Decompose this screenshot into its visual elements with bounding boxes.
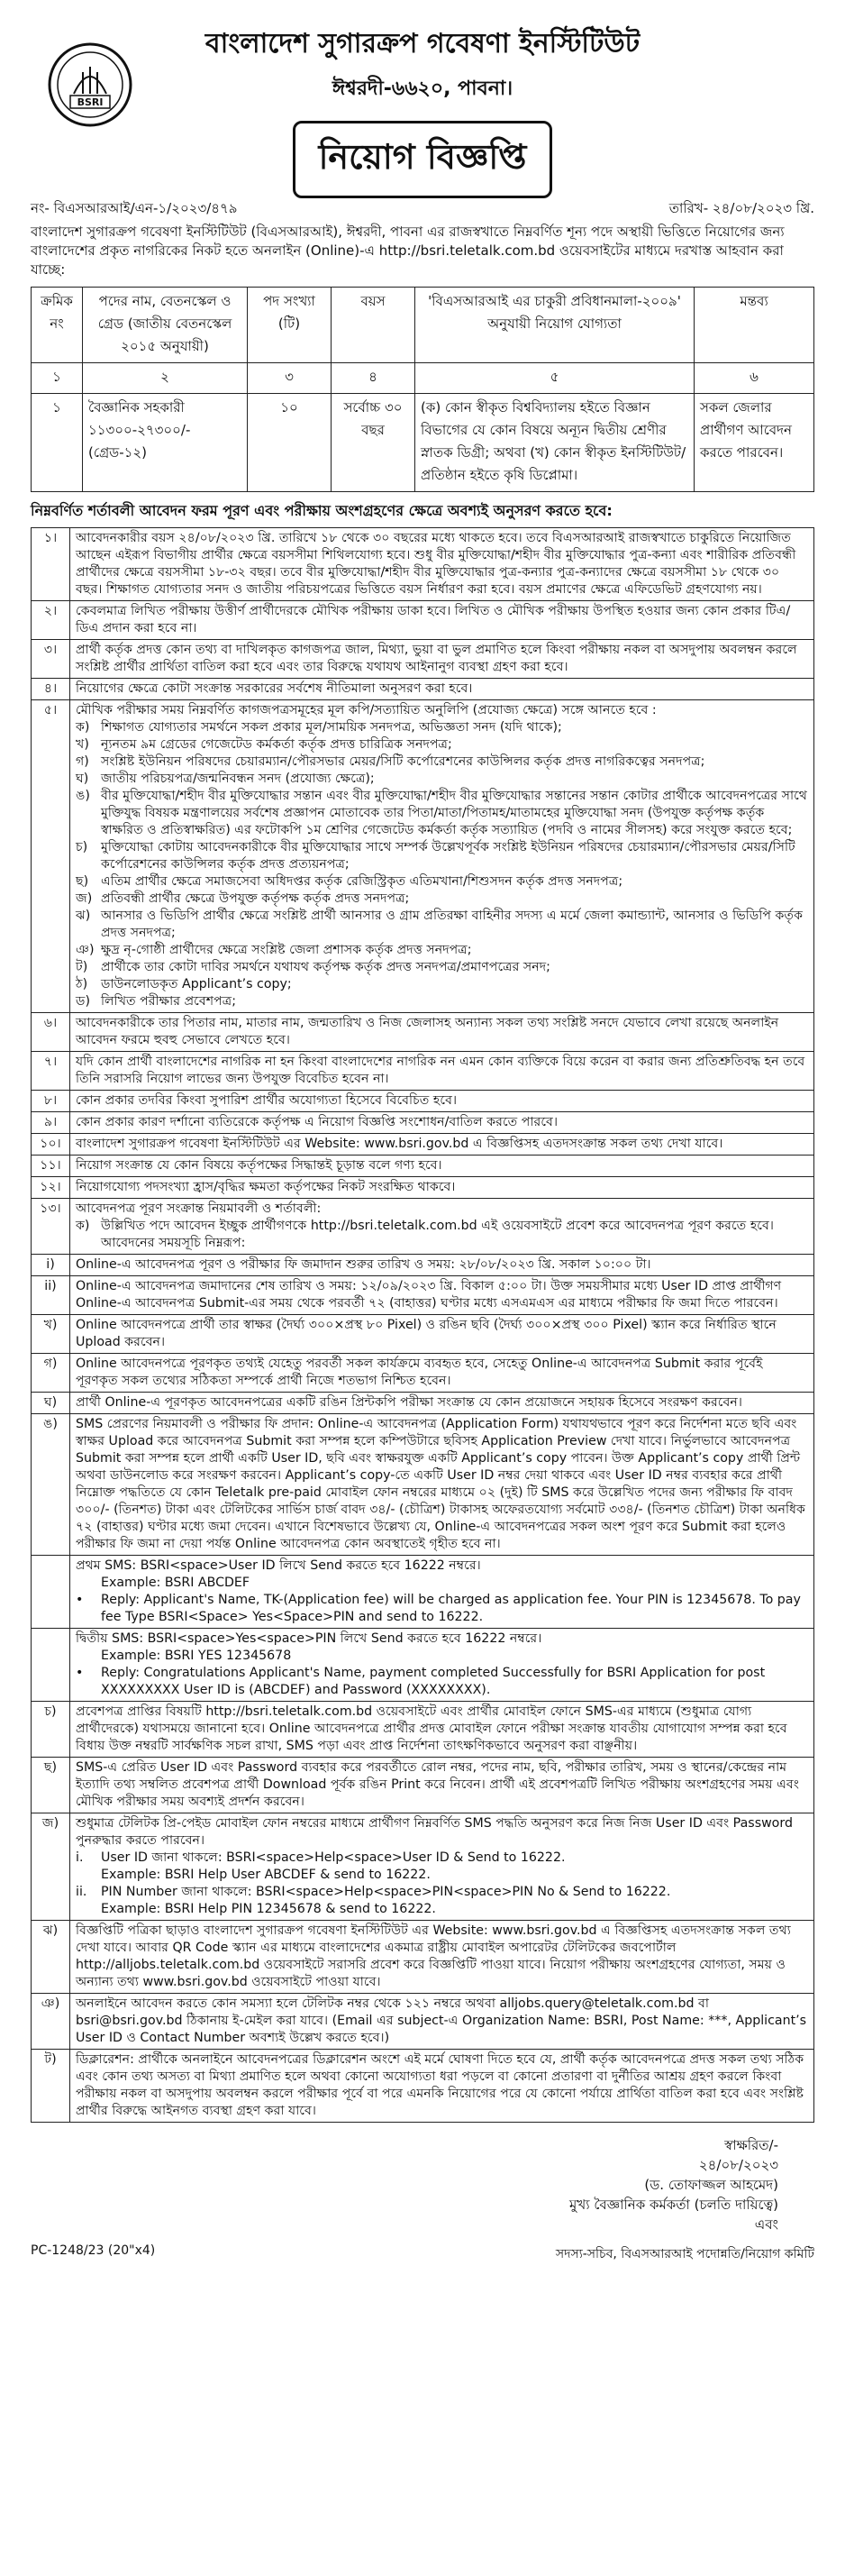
row-post: বৈজ্ঞানিক সহকারী ১১৩০০-২৭৩০০/- (গ্রেড-১২): [83, 394, 248, 492]
col-number: ৩: [248, 363, 332, 394]
condition-text: কোন প্রকার তদবির কিংবা সুপারিশ প্রার্থীর অযোগ্যতা হিসেবে বিবেচিত হবে।: [76, 1093, 458, 1108]
condition-text: Online আবেদনপত্রে পূরণকৃত তথ্যই যেহেতু পরবর্তী সকল কার্যক্রমে ব্যবহৃত হবে, সেহেতু Online-এ আবেদনপত্র Submit করার পূর্বেই পূরণকৃত সকল তথ্যের সঠিকতা সম্পর্কে প্রার্থী নিজে শতভাগ নিশ্চিত হবেন।: [76, 1357, 763, 1388]
subitem-label: [76, 1867, 101, 1884]
condition-number: ii): [32, 1276, 70, 1314]
subitem-label: ঙ): [76, 789, 90, 803]
condition-body: [70, 1177, 813, 1198]
signatory-name: (ড. তোফাজ্জল আহমেদ): [644, 2177, 778, 2193]
col-qualification: 'বিএসআরআই এর চাকুরী প্রবিধানমালা-২০০৯' অনুযায়ী নিয়োগ যোগ্যতা: [415, 288, 695, 363]
condition-number: ১২।: [32, 1177, 70, 1198]
condition-number: ১১।: [32, 1156, 70, 1176]
condition-number: ঙ): [32, 1414, 70, 1555]
subitem-text: উল্লিখিত পদে আবেদন ইচ্ছুক প্রার্থীগণকে http://bsri.teletalk.com.bd এই ওয়েবসাইটে প্রবেশ করে আবেদনপত্র পূরণ করতে হবে। আবেদনের সময়সূচি নিম্নরূপ:: [101, 1219, 774, 1250]
condition-number: ঞ): [32, 1994, 70, 2049]
subitem-text: User ID জানা থাকলে: BSRI<space>Help<space>User ID & Send to 16222.: [101, 1850, 566, 1865]
condition-subitem: [76, 1592, 808, 1626]
condition-number: খ): [32, 1315, 70, 1353]
subitem-text: PIN Number জানা থাকলে: BSRI<space>Help<space>PIN<space>PIN No & Send to 16222.: [101, 1885, 671, 1899]
col-number: ৫: [415, 363, 695, 394]
condition-subitem: [76, 1575, 808, 1592]
condition-subitem: [76, 873, 808, 891]
row-count: ১০: [248, 394, 332, 492]
condition-item: [32, 1813, 813, 1921]
condition-subitem: [76, 1867, 808, 1884]
condition-text: নিয়োগযোগ্য পদসংখ্যা হ্রাস/বৃদ্ধির ক্ষমতা কর্তৃপক্ষের নিকট সংরক্ষিত থাকবে।: [76, 1180, 456, 1194]
subitem-text: প্রার্থীকে তার কোটা দাবির সমর্থনে যথাযথ কর্তৃপক্ষ কর্তৃক প্রদত্ত সনদপত্র/প্রমাণপত্রের সনদ;: [101, 960, 550, 974]
condition-item: [32, 1255, 813, 1276]
condition-item: [32, 679, 813, 700]
condition-item: [32, 1013, 813, 1052]
condition-body: [70, 1052, 813, 1090]
condition-text: বিজ্ঞপ্তিটি পত্রিকা ছাড়াও বাংলাদেশ সুগারক্রপ গবেষণা ইনস্টিটিউট এর Website: www.bsri.gov.bd এ বিজ্ঞপ্তিসহ এতদসংক্রান্ত সকল তথ্য দেখা যাবে। আবার QR Code স্ক্যান এর মাধ্যমে বাংলাদেশের একমাত্র রাষ্ট্রীয় মোবাইল অপারেটর টেলিটকের জবপোর্টাল http://alljobs.teletalk.com.bd ওয়েবসাইটে সরাসরি প্রবেশ করে বিজ্ঞপ্তিটি পাওয়া যাবে। নিয়োগ পরীক্ষায় অংশগ্রহণের যোগ্যতা, সময় ও অন্যান্য তথ্য www.bsri.gov.bd ওয়েবসাইটে পাওয়া যাবে।: [76, 1923, 791, 1989]
condition-subitem: [76, 1850, 808, 1867]
condition-text: নিয়োগের ক্ষেত্রে কোটা সংক্রান্ত সরকারের সর্বশেষ নীতিমালা অনুসরণ করা হবে।: [76, 681, 473, 696]
condition-number: ১৩।: [32, 1199, 70, 1254]
condition-number: i): [32, 1255, 70, 1275]
condition-subitem: [76, 908, 808, 942]
condition-text: প্রথম SMS: BSRI<space>User ID লিখে Send করতে হবে 16222 নম্বরে।: [76, 1558, 481, 1573]
condition-text: প্রবেশপত্র প্রাপ্তির বিষয়টি http://bsri.teletalk.com.bd ওয়েবসাইটে এবং প্রার্থীর মোবাইল ফোনে SMS-এর মাধ্যমে (শুধুমাত্র যোগ্য প্রার্থীদেরকে) যথাসময়ে জানানো হবে। Online আবেদনপত্রে প্রার্থীর প্রদত্ত মোবাইল ফোনে পরীক্ষা সংক্রান্ত যাবতীয় যোগাযোগ সম্পন্ন করা হবে বিধায় উক্ত নম্বরটি সার্বক্ষণিক সচল রাখা, SMS পড়া এবং প্রাপ্ত নির্দেশনা তাৎক্ষণিকভাবে অনুসরণ করা বাঞ্ছনীয়।: [76, 1704, 787, 1753]
condition-body: [70, 1994, 813, 2049]
condition-subitem: [76, 891, 808, 908]
memo-date: তারিখ- ২৪/০৮/২০২৩ খ্রি.: [668, 200, 814, 216]
subitem-label: জ): [76, 891, 93, 906]
condition-text: Online-এ আবেদনপত্র জমাদানের শেষ তারিখ ও সময়: ১২/০৯/২০২৩ খ্রি. বিকাল ৫:০০ টা। উক্ত সময়সীমার মধ্যে User ID প্রাপ্ত প্রার্থীগণ Online-এ আবেদনপত্র Submit-এর সময় থেকে পরবর্তী ৭২ (বাহাত্তর) ঘণ্টার মধ্যে এসএমএস এর মাধ্যমে পরীক্ষার ফি জমা দিতে পারবেন।: [76, 1279, 782, 1311]
condition-body: [70, 640, 813, 678]
condition-body: [70, 679, 813, 699]
condition-item: [32, 2050, 813, 2122]
condition-body: [70, 1112, 813, 1133]
subitem-text: মুক্তিযোদ্ধা কোটায় আবেদনকারীকে বীর মুক্তিযোদ্ধার সাথে সম্পর্ক উল্লেখপূর্বক সংশ্লিষ্ট ইউনিয়ন পরিষদের চেয়ারম্যান/পৌরসভার মেয়র/সিটি কর্পোরেশনের কাউন্সিলর কর্তৃক প্রদত্ত প্রত্যয়নপত্র;: [101, 840, 795, 872]
condition-text: মৌখিক পরীক্ষার সময় নিম্নবর্ণিত কাগজপত্রসমূহের মূল কপি/সত্যায়িত অনুলিপি (প্রযোজ্য ক্ষেত্রে) সঙ্গে আনতে হবে :: [76, 703, 657, 717]
col-post: পদের নাম, বেতনস্কেল ও গ্রেড (জাতীয় বেতনস্কেল ২০১৫ অনুযায়ী): [83, 288, 248, 363]
condition-item: [32, 1052, 813, 1091]
condition-body: [70, 1414, 813, 1555]
subitem-text: সংশ্লিষ্ট ইউনিয়ন পরিষদের চেয়ারম্যান/পৌরসভার মেয়র/সিটি কর্পোরেশনের কাউন্সিলর কর্তৃক প্রদত্ত নাগরিকত্বের সনদপত্র;: [101, 754, 705, 769]
condition-subitem: [76, 1648, 808, 1665]
condition-number: ৬।: [32, 1013, 70, 1051]
condition-body: [70, 1702, 813, 1757]
col-number: ১: [32, 363, 83, 394]
subitem-label: চ): [76, 840, 88, 854]
table-row: [32, 394, 814, 492]
subitem-label: [76, 1901, 101, 1918]
subitem-label: খ): [76, 737, 89, 752]
condition-text: Online আবেদনপত্রে প্রার্থী তার স্বাক্ষর (দৈর্ঘ্য ৩০০×প্রস্থ ৮০ Pixel) ও রঙিন ছবি (দৈর্ঘ্য ৩০০×প্রস্থ ৩০০ Pixel) স্ক্যান করে নির্ধারিত স্থানে Upload করবেন।: [76, 1318, 777, 1349]
condition-subitem: [76, 959, 808, 976]
table-header-row: [32, 288, 814, 363]
condition-text: কোন প্রকার কারণ দর্শানো ব্যতিরেকে কর্তৃপক্ষ এ নিয়োগ বিজ্ঞপ্তি সংশোধন/বাতিল করতে পারবে।: [76, 1115, 559, 1129]
condition-text: দ্বিতীয় SMS: BSRI<space>Yes<space>PIN লিখে Send করতে হবে 16222 নম্বরে।: [76, 1631, 542, 1646]
intro-paragraph: বাংলাদেশ সুগারক্রপ গবেষণা ইনস্টিটিউট (বিএসআরআই), ঈশ্বরদী, পাবনা এর রাজস্বখাতে নিম্নবর্ণিত শূন্য পদে অস্থায়ী ভিত্তিতে নিয়োগের জন্য বাংলাদেশের প্রকৃত নাগরিকের নিকট হতে অনলাইন (Online)-এ http://bsri.teletalk.com.bd ওয়েবসাইটের মাধ্যমে দরখাস্ত আহবান করা যাচ্ছে:: [31, 224, 785, 278]
subitem-label: •: [76, 1666, 84, 1680]
condition-item: [32, 1315, 813, 1354]
row-remarks: সকল জেলার প্রার্থীগণ আবেদন করতে পারবেন।: [695, 394, 814, 492]
condition-text: আবেদনকারীর বয়স ২৪/০৮/২০২৩ খ্রি. তারিখে ১৮ থেকে ৩০ বছরের মধ্যে থাকতে হবে। তবে বিএসআরআই রাজস্বখাতে চাকুরিতে নিয়োজিত আছেন এইরূপ বিভাগীয় প্রার্থীর ক্ষেত্রে বয়সসীমা শিথিলযোগ্য হবে। শুধু বীর মুক্তিযোদ্ধা/শহীদ বীর মুক্তিযোদ্ধার পুত্র-কন্যা এবং শারীরিক প্রতিবন্ধী প্রার্থীদের ক্ষেত্রে বয়সসীমা ১৮-৩২ বছর। তবে বীর মুক্তিযোদ্ধা/শহীদ বীর মুক্তিযোদ্ধার পুত্র-কন্যার পুত্র-কন্যাদের ক্ষেত্রে বয়সসীমা ১৮ থেকে ৩০ বছর। শিক্ষাগত যোগ্যতার সনদ ও জাতীয় পরিচয়পত্রের ভিত্তিতে বয়স নির্ধারণ করা হবে। বয়স প্রমাণের ক্ষেত্রে এফিডেভিট গ্রহণযোগ্য নয়।: [76, 531, 796, 597]
condition-number: ঘ): [32, 1393, 70, 1413]
condition-item: [32, 1393, 813, 1414]
condition-subitem: [76, 839, 808, 873]
condition-text: বাংলাদেশ সুগারক্রপ গবেষণা ইনস্টিটিউট এর Website: www.bsri.gov.bd এ বিজ্ঞপ্তিসহ এতদসংক্রান্ত সকল তথ্য দেখা যাবে।: [76, 1137, 723, 1151]
condition-subitem: [76, 942, 808, 959]
col-age: বয়স: [332, 288, 415, 363]
signature-label: স্বাক্ষরিত/-: [724, 2137, 778, 2153]
condition-item: [32, 1702, 813, 1758]
signatory-designation: মুখ্য বৈজ্ঞানিক কর্মকর্তা (চলতি দায়িত্বে): [569, 2197, 778, 2213]
footer: [31, 2243, 814, 2265]
subitem-label: [76, 1648, 101, 1665]
subitem-text: Example: BSRI ABCDEF: [101, 1576, 250, 1590]
subitem-text: আনসার ও ভিডিপি প্রার্থীর ক্ষেত্রে সংশ্লিষ্ট প্রার্থী আনসার ও গ্রাম প্রতিরক্ষা বাহিনীর সদস্য এ মর্মে জেলা কমান্ড্যান্ট, আনসার ও ভিডিপি কর্তৃক প্রদত্ত সনদপত্র;: [101, 909, 803, 940]
condition-number: ৮।: [32, 1091, 70, 1111]
condition-text: প্রার্থী Online-এ পূরণকৃত আবেদনপত্রের একটি রঙিন প্রিন্টকপি পরীক্ষা সংক্রান্ত যে কোন প্রয়োজনে সহায়ক হিসেবে সংরক্ষণ করবেন।: [76, 1395, 742, 1410]
condition-subitem: [76, 993, 808, 1010]
condition-subitem: [76, 719, 808, 736]
condition-number: ঝ): [32, 1921, 70, 1993]
condition-item: [32, 1091, 813, 1112]
condition-item: [32, 1276, 813, 1315]
subitem-text: জাতীয় পরিচয়পত্র/জন্মনিবন্ধন সনদ (প্রযোজ্য ক্ষেত্রে);: [101, 772, 375, 786]
subitem-label: ঘ): [76, 772, 89, 786]
condition-subitem: [76, 976, 808, 993]
condition-text: Online-এ আবেদনপত্র পূরণ ও পরীক্ষার ফি জমাদান শুরুর তারিখ ও সময়: ২৮/০৮/২০২৩ খ্রি. সকাল ১০:০০ টা।: [76, 1257, 651, 1272]
subitem-label: ছ): [76, 874, 89, 889]
org-name: বাংলাদেশ সুগারক্রপ গবেষণা ইনস্টিটিউট: [204, 28, 641, 59]
condition-number: গ): [32, 1354, 70, 1392]
condition-subitem: [76, 1884, 808, 1901]
condition-body: [70, 1758, 813, 1813]
condition-body: [70, 1393, 813, 1413]
subitem-text: লিখিত পরীক্ষার প্রবেশপত্র;: [101, 994, 236, 1009]
subitem-label: i.: [76, 1850, 84, 1865]
committee-secretary: সদস্য-সচিব, বিএসআরআই পদোন্নতি/নিয়োগ কমিটি: [555, 2247, 814, 2261]
condition-number: ৫।: [32, 700, 70, 1012]
condition-item: [32, 1177, 813, 1199]
condition-body: [70, 1134, 813, 1155]
condition-number: ৯।: [32, 1112, 70, 1133]
condition-subitem: [76, 1665, 808, 1699]
condition-number: জ): [32, 1813, 70, 1920]
condition-number: ৭।: [32, 1052, 70, 1090]
condition-subitem: [76, 754, 808, 771]
condition-item: [32, 1354, 813, 1393]
col-number: ৬: [695, 363, 814, 394]
conditions-list: [31, 527, 814, 2123]
subitem-label: ক): [76, 720, 90, 735]
condition-item: [32, 700, 813, 1013]
subitem-label: ঝ): [76, 909, 91, 923]
condition-text: SMS-এ প্রেরিত User ID এবং Password ব্যবহার করে পরবর্তীতে রোল নম্বর, পদের নাম, ছবি, পরীক্ষার তারিখ, সময় ও স্থানের/কেন্দ্রের নাম ইত্যাদি তথ্য সম্বলিত প্রবেশপত্র প্রার্থী Download পূর্বক রঙিন Print করে নিবেন। প্রার্থী এই প্রবেশপত্রটি লিখিত পরীক্ষায় অংশগ্রহণের সময় এবং মৌখিক পরীক্ষার সময় অবশ্যই প্রদর্শন করবেন।: [76, 1760, 799, 1809]
condition-number: চ): [32, 1702, 70, 1757]
condition-body: [70, 1921, 813, 1993]
publication-code: PC-1248/23 (20"x4): [31, 2243, 156, 2258]
condition-text: কেবলমাত্র লিখিত পরীক্ষায় উত্তীর্ণ প্রার্থীদেরকে মৌখিক পরীক্ষায় ডাকা হবে। লিখিত ও মৌখিক পরীক্ষায় উপস্থিত হওয়ার জন্য কোন প্রকার টিএ/ডিএ প্রদান করা হবে না।: [76, 604, 791, 635]
conditions-title: নিম্নবর্ণিত শর্তাবলী আবেদন ফরম পূরণ এবং পরীক্ষায় অংশগ্রহণের ক্ষেত্রে অবশ্যই অনুসরণ করতে হবে:: [31, 502, 613, 519]
condition-item: [32, 1758, 813, 1813]
bsri-logo-icon: [47, 41, 133, 128]
subitem-text: ডাউনলোডকৃত Applicant’s copy;: [101, 977, 292, 991]
condition-body: [70, 1354, 813, 1392]
condition-text: প্রার্থী কর্তৃক প্রদত্ত কোন তথ্য বা দাখিলকৃত কাগজপত্র জাল, মিথ্যা, ভুয়া বা ভুল প্রমাণিত হলে কিংবা পরীক্ষায় নকল বা অসদুপায় অবলম্বন করলে সংশ্লিষ্ট প্রার্থীর প্রার্থিতা বাতিল করা হবে এবং তার বিরুদ্ধে যথাযথ আইনানুগ ব্যবস্থা গ্রহণ করা হবে।: [76, 643, 797, 674]
logo-text: BSRI: [77, 96, 104, 108]
subitem-text: Reply: Congratulations Applicant's Name, payment completed Successfully for BSRI Application for post XXXXXXXXX User ID is (ABCDEF) and Password (XXXXXXXX).: [101, 1666, 766, 1697]
table-number-row: [32, 363, 814, 394]
condition-body: [70, 1556, 813, 1628]
subitem-text: Example: BSRI Help PIN 12345678 & send to 16222.: [101, 1902, 436, 1916]
condition-text: আবেদনপত্র পূরণ সংক্রান্ত নিয়মাবলী ও শর্তাবলী:: [76, 1201, 322, 1216]
condition-number: ছ): [32, 1758, 70, 1813]
col-serial: ক্রমিক নং: [32, 288, 83, 363]
header: [31, 22, 814, 193]
subitem-text: বীর মুক্তিযোদ্ধা/শহীদ বীর মুক্তিযোদ্ধার সন্তান এবং বীর মুক্তিযোদ্ধা/শহীদ বীর মুক্তিযোদ্ধার সন্তানের সন্তান কোটার প্রার্থীকে আবেদনপত্রের সাথে মুক্তিযুদ্ধ বিষয়ক মন্ত্রণালয়ের সর্বশেষ প্রজ্ঞাপন মোতাবেক তার পিতা/মাতা/পিতামহ/মাতামহের মুক্তিযোদ্ধা সনদ (উপযুক্ত কর্তৃপক্ষ কর্তৃক স্বাক্ষরিত ও প্রতিস্বাক্ষরিত) এর ফটোকপি ১ম শ্রেণির গেজেটেড কর্মকর্তা কর্তৃক সত্যায়িত (পদবি ও নামের সীলসহ) করে সংযুক্ত করতে হবে;: [101, 789, 807, 837]
condition-subitem: [76, 1218, 808, 1252]
condition-body: [70, 1276, 813, 1314]
condition-number: ৪।: [32, 679, 70, 699]
condition-subitem: [76, 771, 808, 788]
condition-item: [32, 1156, 813, 1177]
condition-body: [70, 601, 813, 639]
posts-table: [31, 287, 814, 492]
signature-block: [31, 2135, 814, 2234]
subitem-text: Example: BSRI YES 12345678: [101, 1649, 292, 1663]
subitem-label: ii.: [76, 1885, 87, 1899]
signature-date: ২৪/০৮/২০২৩: [698, 2157, 778, 2173]
subitem-text: ন্যূনতম ৯ম গ্রেডের গেজেটেড কর্মকর্তা কর্তৃক প্রদত্ত চারিত্রিক সনদপত্র;: [101, 737, 452, 752]
condition-subitem: [76, 1901, 808, 1918]
org-address: ঈশ্বরদী-৬৬২০, পাবনা।: [332, 78, 513, 100]
condition-body: [70, 2050, 813, 2122]
row-qualification: (ক) কোন স্বীকৃত বিশ্ববিদ্যালয় হইতে বিজ্ঞান বিভাগের যে কোন বিষয়ে অন্যূন দ্বিতীয় শ্রেণীর স্নাতক ডিগ্রী; অথবা (খ) কোন স্বীকৃত ইনস্টিটিউট/প্রতিষ্ঠান হইতে কৃষি ডিপ্লোমা।: [415, 394, 695, 492]
col-number: ৪: [332, 363, 415, 394]
condition-number: ট): [32, 2050, 70, 2122]
memo-number: নং- বিএসআরআই/এন-১/২০২৩/৪৭৯: [31, 200, 238, 216]
condition-subitem: [76, 788, 808, 839]
subitem-label: ট): [76, 960, 88, 974]
condition-number: ৩।: [32, 640, 70, 678]
condition-body: [70, 700, 813, 1012]
condition-item: [32, 1556, 813, 1629]
condition-body: [70, 1156, 813, 1176]
reference-line: [31, 198, 814, 221]
condition-text: শুধুমাত্র টেলিটক প্রি-পেইড মোবাইল ফোন নম্বরের মাধ্যমে প্রার্থীগণ নিম্নবর্ণিত SMS পদ্ধতি অনুসরণ করে নিজ নিজ User ID এবং Password পুনরুদ্ধার করতে পারবেন।: [76, 1816, 793, 1848]
condition-body: [70, 528, 813, 600]
col-remarks: মন্তব্য: [695, 288, 814, 363]
condition-body: [70, 1255, 813, 1275]
subitem-label: •: [76, 1593, 84, 1607]
page-title: নিয়োগ বিজ্ঞপ্তি: [293, 121, 553, 198]
condition-item: [32, 1994, 813, 2050]
condition-text: যদি কোন প্রার্থী বাংলাদেশের নাগরিক না হন কিংবা বাংলাদেশের নাগরিক নন এমন কোন ব্যক্তিকে বিয়ে করেন বা করার জন্য প্রতিশ্রুতিবদ্ধ হন তবে তিনি সরাসরি নিয়োগ লাভের জন্য উপযুক্ত বিবেচিত হবেন না।: [76, 1055, 805, 1086]
condition-text: অনলাইনে আবেদন করতে কোন সমস্যা হলে টেলিটক নম্বর থেকে ১২১ নম্বরে অথবা alljobs.query@teletalk.com.bd বা bsri@bsri.gov.bd ঠিকানায় ই-মেইল করা যাবে। (Email এর subject-এ Organization Name: BSRI, Post Name: ***, Applicant’s User ID ও Contact Number অবশ্যই উল্লেখ করতে হবে।): [76, 1996, 807, 2045]
condition-number: ১।: [32, 528, 70, 600]
subitem-text: এতিম প্রার্থীর ক্ষেত্রে সমাজসেবা অধিদপ্তর কর্তৃক রেজিস্ট্রিকৃত এতিমখানা/শিশুসদন কর্তৃক প্রদত্ত সনদপত্র;: [101, 874, 623, 889]
subitem-label: ঞ): [76, 943, 95, 957]
condition-text: ডিক্লারেশন: প্রার্থীকে অনলাইনে আবেদনপত্রের ডিক্লারেশন অংশে এই মর্মে ঘোষণা দিতে হবে যে, প্রার্থী কর্তৃক আবেদনপত্রে প্রদত্ত সকল তথ্য সঠিক এবং কোন তথ্য অসত্য বা মিথ্যা প্রমাণিত হলে অথবা কোনো অযোগ্যতা ধরা পড়লে বা কোনো প্রতারণা বা দুর্নীতির আশ্রয় গ্রহণ করলে কিংবা পরীক্ষায় নকল বা অসদুপায় অবলম্বন করলে পরীক্ষার পূর্বে বা পরে এমনকি নিয়োগের পরে যে কোনো পর্যায়ে প্রার্থিতা বাতিল করা হবে এবং সংশ্লিষ্ট প্রার্থীর বিরুদ্ধে আইনগত ব্যবস্থা গ্রহণ করা যাবে।: [76, 2052, 804, 2118]
condition-body: [70, 1199, 813, 1254]
row-serial: ১: [32, 394, 83, 492]
subitem-text: শিক্ষাগত যোগ্যতার সমর্থনে সকল প্রকার মূল/সাময়িক সনদপত্র, অভিজ্ঞতা সনদ (যদি থাকে);: [101, 720, 562, 735]
subitem-text: Example: BSRI Help User ABCDEF & send to 16222.: [101, 1868, 431, 1882]
condition-body: [70, 1091, 813, 1111]
row-age: সর্বোচ্চ ৩০ বছর: [332, 394, 415, 492]
condition-body: [70, 1013, 813, 1051]
subitem-text: ক্ষুদ্র নৃ-গোষ্ঠী প্রার্থীদের ক্ষেত্রে সংশ্লিষ্ট জেলা প্রশাসক কর্তৃক প্রদত্ত সনদপত্র;: [101, 943, 472, 957]
subitem-label: ড): [76, 994, 90, 1009]
condition-item: [32, 1112, 813, 1134]
signatory-and: এবং: [754, 2216, 778, 2233]
condition-number: [32, 1556, 70, 1628]
condition-item: [32, 1629, 813, 1702]
condition-number: [32, 1629, 70, 1701]
condition-item: [32, 640, 813, 679]
condition-text: নিয়োগ সংক্রান্ত যে কোন বিষয়ে কর্তৃপক্ষের সিদ্ধান্তই চূড়ান্ত বলে গণ্য হবে।: [76, 1158, 442, 1173]
subitem-label: ঠ): [76, 977, 88, 991]
condition-item: [32, 528, 813, 601]
subitem-text: প্রতিবন্ধী প্রার্থীর ক্ষেত্রে উপযুক্ত কর্তৃপক্ষ কর্তৃক প্রদত্ত সনদপত্র;: [101, 891, 410, 906]
condition-item: [32, 1134, 813, 1156]
condition-number: ২।: [32, 601, 70, 639]
subitem-label: গ): [76, 754, 89, 769]
subitem-label: ক): [76, 1219, 90, 1233]
condition-item: [32, 1414, 813, 1556]
subitem-label: [76, 1575, 101, 1592]
condition-number: ১০।: [32, 1134, 70, 1155]
condition-text: SMS প্রেরণের নিয়মাবলী ও পরীক্ষার ফি প্রদান: Online-এ আবেদনপত্র (Application Form) যথাযথভাবে পূরণ করে নির্দেশনা মতে ছবি এবং স্বাক্ষর Upload করে আবেদনপত্র Submit করা সম্পন্ন হলে কম্পিউটারে ছবিসহ Application Preview দেখা যাবে। নির্ভুলভাবে আবেদনপত্র Submit করা সম্পন্ন হলে প্রার্থী একটি User ID, ছবি এবং স্বাক্ষরযুক্ত একটি Applicant’s copy পাবেন। উক্ত Applicant’s copy প্রার্থী প্রিন্ট অথবা ডাউনলোড করে সংরক্ষণ করবেন। Applicant’s copy-তে একটি User ID নম্বর দেয়া থাকবে এবং User ID নম্বর ব্যবহার করে প্রার্থী নিম্নোক্ত পদ্ধতিতে যে কোন Teletalk pre-paid মোবাইল ফোন নম্বরের মাধ্যমে ০২ (দুই) টি SMS করে উল্লেখিত পদের জন্য পরীক্ষার ফি বাবদ ৩০০/- (তিনশত) টাকা এবং টেলিটকের সার্ভিস চার্জ বাবদ ৩৪/- (চৌত্রিশ) টাকাসহ অফেরতযোগ্য সর্বমোট ৩৩৪/- (তিনশত চৌত্রিশ) টাকা অনধিক ৭২ (বাহাত্তর) ঘণ্টার মধ্যে জমা দেবেন। এখানে বিশেষভাবে উল্লেখ্য যে, Online-এ আবেদনপত্রের সকল অংশ পূরণ করে Submit করা হলেও পরীক্ষার ফি জমা না দেয়া পর্যন্ত Online আবেদনপত্র কোন অবস্থাতেই গৃহীত হবে না।: [76, 1417, 805, 1551]
condition-subitem: [76, 736, 808, 754]
condition-item: [32, 601, 813, 640]
condition-item: [32, 1199, 813, 1255]
condition-body: [70, 1629, 813, 1701]
col-count: পদ সংখ্যা (টি): [248, 288, 332, 363]
condition-body: [70, 1813, 813, 1920]
condition-text: আবেদনকারীকে তার পিতার নাম, মাতার নাম, জন্মতারিখ ও নিজ জেলাসহ অন্যান্য সকল তথ্য সংশ্লিষ্ট সনদে যেভাবে লেখা রয়েছে অনলাইন আবেদন ফরমে হুবহু সেভাবে লেখতে হবে।: [76, 1016, 779, 1047]
col-number: ২: [83, 363, 248, 394]
subitem-text: Reply: Applicant's Name, TK-(Application fee) will be charged as application fee. Your PIN is 12345678. To pay fee Type BSRI<Space> Yes<Space>PIN and send to 16222.: [101, 1593, 801, 1624]
condition-item: [32, 1921, 813, 1994]
condition-body: [70, 1315, 813, 1353]
